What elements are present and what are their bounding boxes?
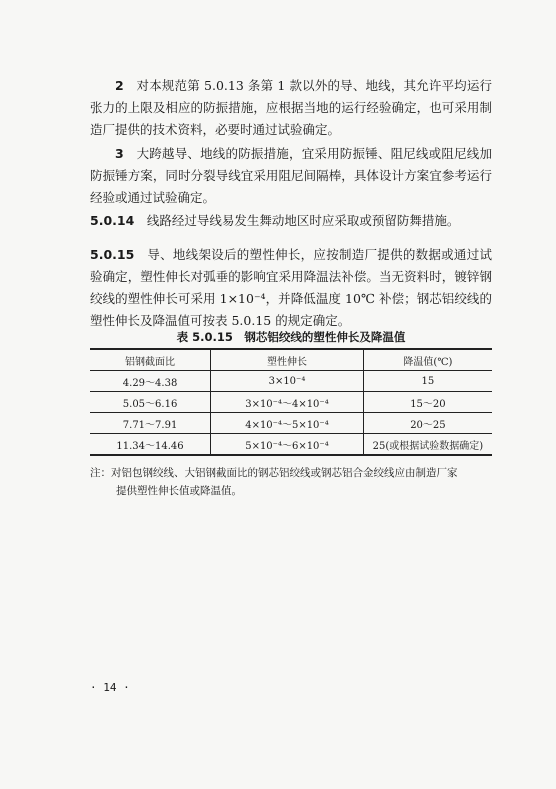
table-row — [90, 392, 492, 413]
table-row — [90, 413, 492, 434]
clause-5-0-13-item-2 — [90, 75, 492, 141]
item-number: 2 — [115, 78, 124, 93]
note-label: 注： — [90, 467, 111, 479]
table-cell: 15 — [363, 371, 492, 392]
header-cell: 降温值(℃) — [363, 349, 492, 371]
table-header-row — [90, 349, 492, 371]
page-number: · 14 · — [90, 681, 130, 694]
clause-number: 5.0.15 — [90, 247, 135, 262]
item-text: 大跨越导、地线的防振措施，宜采用防振锤、阻尼线或阻尼线加防振锤方案，同时分裂导线宜采用阻尼间隔棒，具体设计方案宜参考运行经验或通过试验确定。 — [90, 146, 492, 205]
table-cell: 3×10⁻⁴ — [211, 371, 364, 392]
item-text: 对本规范第 5.0.13 条第 1 款以外的导、地线，其允许平均运行张力的上限及相应的防振措施，应根据当地的运行经验确定，也可采用制造厂提供的技术资料，必要时通过试验确定。 — [90, 78, 492, 137]
header-cell: 铝钢截面比 — [90, 349, 211, 371]
note-text: 对铝包钢绞线、大铝钢截面比的钢芯铝绞线或钢芯铝合金绞线应由制造厂家 — [111, 467, 458, 479]
table-note — [90, 464, 492, 500]
clause-text: 导、地线架设后的塑性伸长，应按制造厂提供的数据或通过试验确定，塑性伸长对弧垂的影响宜采用降温法补偿。当无资料时，镀锌钢绞线的塑性伸长可采用 1×10⁻⁴，并降低温度 10℃ 补偿；钢芯铝绞线的塑性伸长及降温值可按表 5.0.15 的规定确定。 — [90, 247, 492, 328]
table-cell: 4.29～4.38 — [90, 371, 211, 392]
table-cell: 20～25 — [363, 413, 492, 434]
clause-5-0-13-item-3 — [90, 143, 492, 209]
table-cell: 11.34～14.46 — [90, 434, 211, 456]
clause-text: 线路经过导线易发生舞动地区时应采取或预留防舞措施。 — [146, 213, 460, 228]
clause-number: 5.0.14 — [90, 213, 135, 228]
header-cell: 塑性伸长 — [211, 349, 364, 371]
table-cell: 25(或根据试验数据确定) — [363, 434, 492, 456]
table-row — [90, 434, 492, 456]
note-text-continued: 提供塑性伸长值或降温值。 — [116, 485, 242, 497]
table-title: 表 5.0.15 钢芯铝绞线的塑性伸长及降温值 — [176, 330, 406, 344]
table-row — [90, 371, 492, 392]
item-number: 3 — [115, 146, 124, 161]
plastic-elongation-table — [90, 348, 492, 456]
clause-5-0-14 — [90, 210, 492, 232]
clause-5-0-15 — [90, 244, 492, 332]
table-cell: 3×10⁻⁴～4×10⁻⁴ — [211, 392, 364, 413]
table-cell: 5×10⁻⁴～6×10⁻⁴ — [211, 434, 364, 456]
table-cell: 5.05～6.16 — [90, 392, 211, 413]
table-cell: 15～20 — [363, 392, 492, 413]
table-cell: 7.71～7.91 — [90, 413, 211, 434]
table-cell: 4×10⁻⁴～5×10⁻⁴ — [211, 413, 364, 434]
